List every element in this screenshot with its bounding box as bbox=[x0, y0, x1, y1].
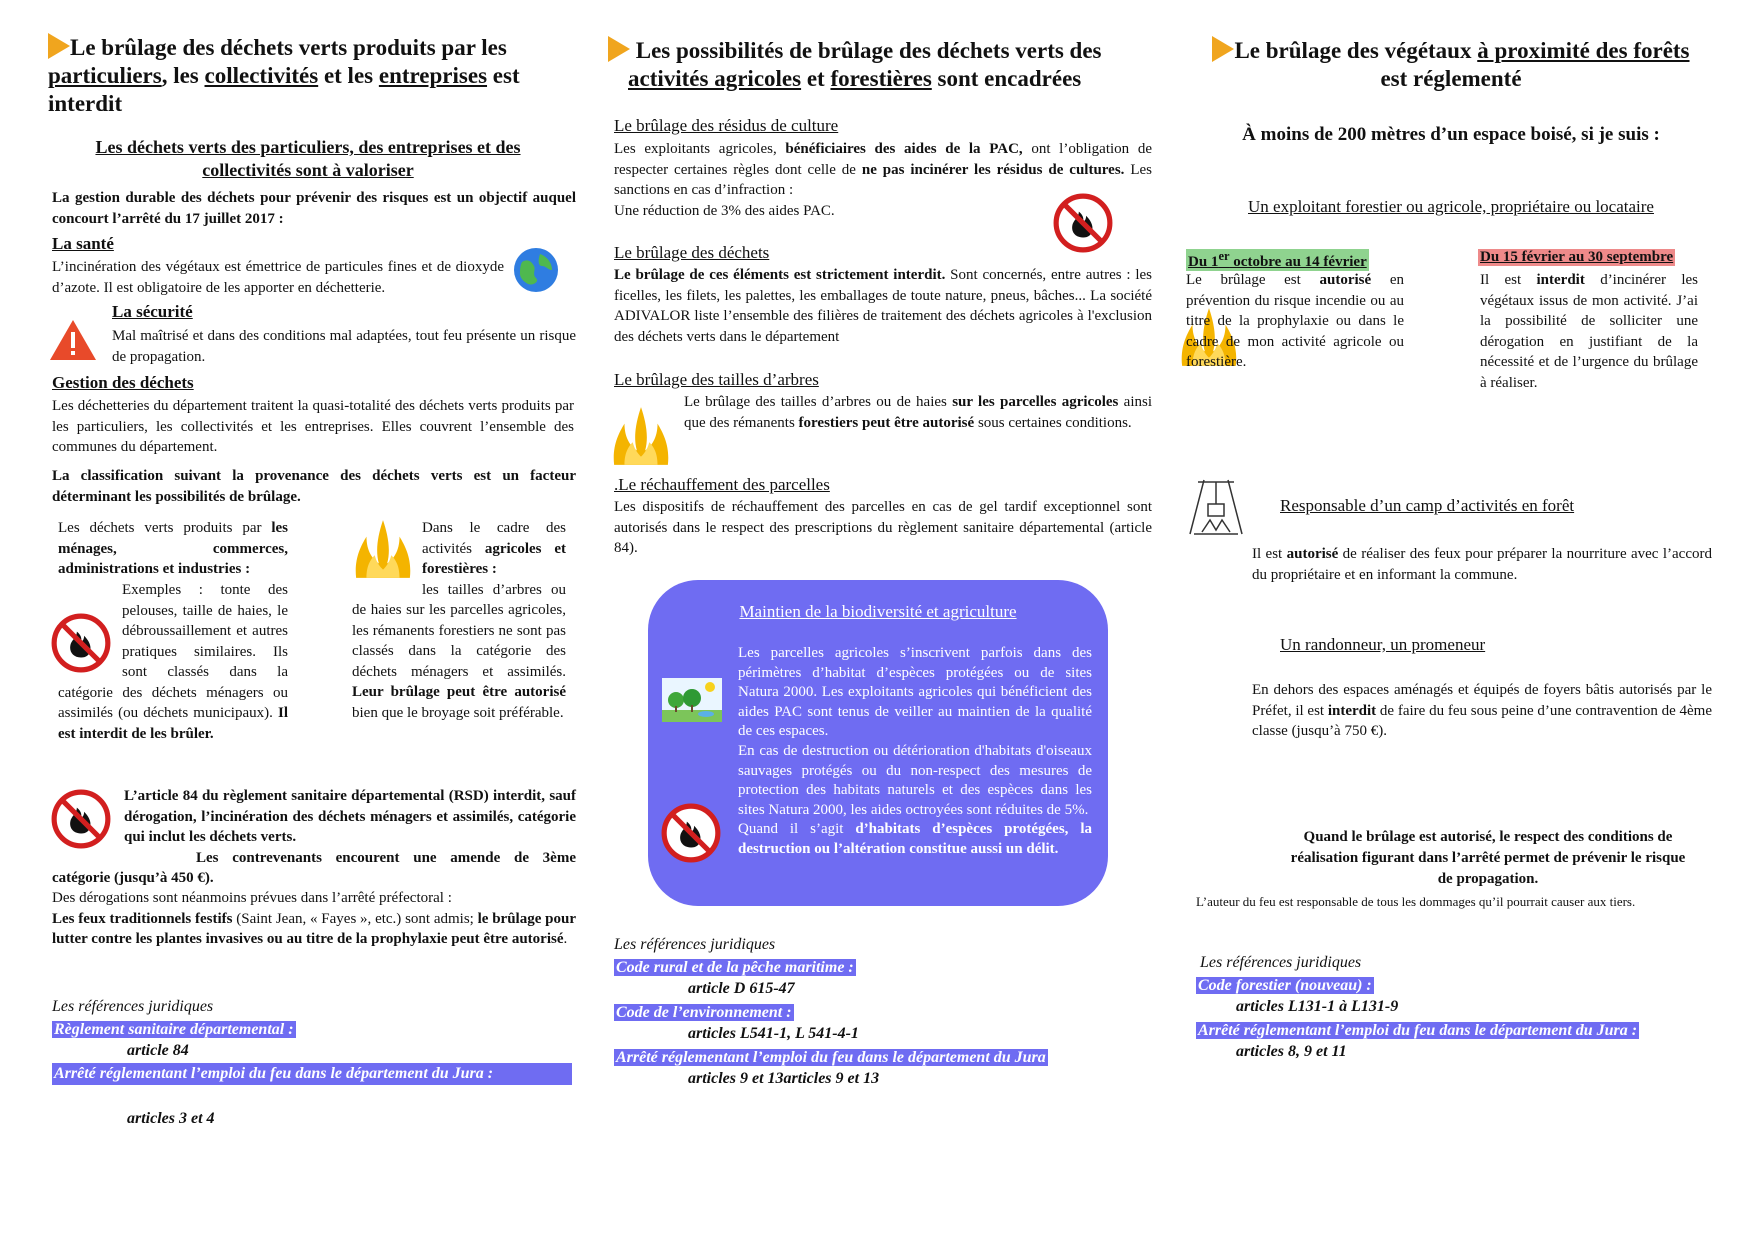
s2-title: Le brûlage des déchets bbox=[614, 243, 770, 262]
article-84-block: L’article 84 du règlement sanitaire départemental (RSD) interdit, sauf dérogation, l’incinération des déchets ménagers et assimilés, catégorie qui inclut les déchets verts. Les contrevenants encourent une amende de 3ème catégorie (jusqu’à 450 €). bbox=[52, 788, 576, 886]
box-text: Les parcelles agricoles s’inscrivent parfois dans des périmètres d’habitat d’espèces protégées ou de sites Natura 2000. Les exploitants agricoles qui bénéficient des aides PAC sont tenus de veiller au maintien de la qualité de ces espaces. En cas de destruction ou détérioration d'habitats d'oiseaux sauvages protégés ou du non-respect des mesures de protection des habitats naturels et des espèces dans les sites Natura 2000, les aides octroyées sont réduites de 5%. Quand il s’agit d’habitats d’espèces protégées, la destruction ou l’altération constitue aussi un délit. bbox=[738, 645, 1092, 857]
col3-title: Le brûlage des végétaux à proximité des forêts est réglementé bbox=[1186, 36, 1716, 93]
exploitant-title: Un exploitant forestier ou agricole, propriétaire ou locataire bbox=[1248, 197, 1654, 216]
campfire-sketch-icon bbox=[1184, 474, 1248, 538]
col3-refs-title: Les références juridiques bbox=[1200, 954, 1362, 971]
col2-ref1-article: article D 615-47 bbox=[688, 980, 795, 997]
agricole-block: Dans le cadre des activités agricoles et forestières : les tailles d’arbres ou de haies sur les parcelles agricoles, les rémanents forestiers ne sont pas classés dans la catégorie des déchets ménagers et assimilés. Leur brûlage peut être autorisé bien que le broyage soit préférable. bbox=[352, 520, 566, 721]
arrow-icon bbox=[608, 36, 630, 62]
auteur-text: L’auteur du feu est responsable de tous les dommages qu’il pourrait causer aux tiers. bbox=[1196, 894, 1636, 909]
s2-text: Le brûlage de ces éléments est strictement interdit. Sont concernés, entre autres : les ficelles, les filets, les palettes, les emballages de toute nature, pneus, bâches... La société ADIVALOR liste l’ensemble des filières de traitement des déchets agricoles à l'exclusion des déchets verts dans le département bbox=[614, 267, 1152, 345]
col3-ref2-article: articles 8, 9 et 11 bbox=[1236, 1043, 1347, 1060]
col1-intro: La gestion durable des déchets pour prévenir des risques est un objectif auquel concourt l’arrêté du 17 juillet 2017 : bbox=[52, 190, 576, 227]
s3-title: Le brûlage des tailles d’arbres bbox=[614, 370, 819, 389]
col1-title: Le brûlage des déchets verts produits par les particuliers, les collectivités et les entreprises est interdit bbox=[48, 35, 520, 116]
s1-title: Le brûlage des résidus de culture bbox=[614, 116, 839, 135]
warning-icon bbox=[48, 318, 98, 362]
rando-text: En dehors des espaces aménagés et équipés de foyers bâtis autorisés par le Préfet, il est interdit de faire du feu sous peine d’une contravention de 4ème classe (jusqu’à 750 €). bbox=[1252, 682, 1712, 739]
derogations-block: Des dérogations sont néanmoins prévues dans l’arrêté préfectoral : Les feux traditionnels festifs (Saint Jean, « Fayes », etc.) sont admis; le brûlage pour lutter contre les plantes invasives ou au titre de la prophylaxie peut être autorisé. bbox=[52, 890, 576, 947]
classification-text: La classification suivant la provenance des déchets verts est un facteur déterminant les possibilités de brûlage. bbox=[52, 468, 576, 505]
col1-ref2-article: articles 3 et 4 bbox=[127, 1110, 215, 1127]
sante-title: La santé bbox=[52, 234, 114, 253]
col2-ref2-article: articles L541-1, L 541-4-1 bbox=[688, 1025, 859, 1042]
period-autorise: Du 1er octobre au 14 février bbox=[1188, 249, 1367, 270]
period-autorise-text: Le brûlage est autorisé en prévention du risque incendie ou au titre de la prophylaxie ou dans le cadre de mon activité agricole ou forestière. bbox=[1186, 272, 1404, 370]
camp-text: Il est autorisé de réaliser des feux pour préparer la nourriture avec l’accord du propriétaire et en informant la commune. bbox=[1252, 546, 1712, 583]
col2-ref3-article: articles 9 et 13articles 9 et 13 bbox=[688, 1070, 880, 1087]
arrow-icon bbox=[48, 33, 70, 59]
biodiversity-box bbox=[648, 580, 1108, 906]
col3-ref1: Code forestier (nouveau) : bbox=[1198, 977, 1372, 994]
rando-title: Un randonneur, un promeneur bbox=[1280, 635, 1486, 654]
gestion-title: Gestion des déchets bbox=[52, 373, 194, 392]
col1-ref1: Règlement sanitaire départemental : bbox=[54, 1021, 294, 1038]
s1-text: Les exploitants agricoles, bénéficiaires des aides de la PAC, ont l’obligation de respecter certaines règles dont celle de ne pas incinérer les résidus de cultures. Les sanctions en cas d’infraction : Une réduction de 3% des aides PAC. bbox=[614, 141, 1152, 219]
camp-title: Responsable d’un camp d’activités en forêt bbox=[1280, 496, 1575, 515]
s4-text: Les dispositifs de réchauffement des parcelles en cas de gel tardif exceptionnel sont autorisés dans le respect des prescriptions du règlement sanitaire départemental (article 84). bbox=[614, 499, 1152, 556]
sante-text: L’incinération des végétaux est émettrice de particules fines et de dioxyde d’azote. Il est obligatoire de les apporter en déchetterie. bbox=[52, 259, 504, 296]
flames-icon bbox=[610, 404, 672, 468]
col3-ref1-article: articles L131-1 à L131-9 bbox=[1236, 998, 1399, 1015]
conclusion-text: Quand le brûlage est autorisé, le respect des conditions de réalisation figurant dans l’arrêté permet de prévenir le risque de propagation. bbox=[1290, 829, 1686, 887]
box-title: Maintien de la biodiversité et agriculture bbox=[739, 602, 1017, 621]
period-interdit: Du 15 février au 30 septembre bbox=[1480, 249, 1674, 265]
no-burning-icon bbox=[660, 802, 722, 864]
landscape-icon bbox=[662, 678, 722, 722]
s3-text: Le brûlage des tailles d’arbres ou de haies sur les parcelles agricoles ainsi que des rémanents forestiers peut être autorisé sous certaines conditions. bbox=[684, 394, 1152, 431]
col1-ref1-article: article 84 bbox=[127, 1042, 189, 1059]
col1-refs-title: Les références juridiques bbox=[52, 998, 214, 1015]
col1-ref2: Arrêté réglementant l’emploi du feu dans le département du Jura : bbox=[52, 1063, 572, 1085]
no-burning-icon bbox=[1052, 192, 1114, 254]
securite-text: Mal maîtrisé et dans des conditions mal adaptées, tout feu présente un risque de propagation. bbox=[112, 328, 576, 365]
col2-ref3: Arrêté réglementant l’emploi du feu dans le département du Jura bbox=[616, 1049, 1046, 1066]
col3-ref2: Arrêté réglementant l’emploi du feu dans le département du Jura : bbox=[1198, 1022, 1638, 1039]
s4-title: .Le réchauffement des parcelles bbox=[614, 475, 830, 494]
period-interdit-text: Il est interdit d’incinérer les végétaux issus de mon activité. J’ai la possibilité de solliciter une dérogation en justifiant de la nécessité et de l’urgence du brûlage à réaliser. bbox=[1480, 272, 1698, 391]
col2-refs-title: Les références juridiques bbox=[614, 936, 776, 953]
globe-icon bbox=[512, 246, 560, 294]
arrow-icon bbox=[1212, 36, 1234, 62]
col2-ref2: Code de l’environnement : bbox=[616, 1004, 792, 1021]
menages-block: Les déchets verts produits par les ménages, commerces, administrations et industries : bbox=[58, 520, 288, 577]
col2-title: Les possibilités de brûlage des déchets verts des activités agricoles et forestières sont encadrées bbox=[608, 36, 1148, 93]
col1-subtitle: Les déchets verts des particuliers, des entreprises et des collectivités sont à valoriser bbox=[95, 137, 521, 180]
col2-ref1: Code rural et de la pêche maritime : bbox=[616, 959, 854, 976]
col3-subtitle: À moins de 200 mètres d’un espace boisé, si je suis : bbox=[1242, 124, 1660, 145]
securite-title: La sécurité bbox=[112, 302, 193, 321]
menages-examples: Exemples : tonte des pelouses, taille de haies, le débroussaillement et autres pratiques similaires. Ils sont classés dans la catégorie des déchets ménagers ou assimilés (ou déchets municipaux). Il est interdit de les brûler. bbox=[58, 582, 288, 742]
gestion-text: Les déchetteries du département traitent la quasi-totalité des déchets verts produits par les particuliers, les collectivités et les entreprises. Elles couvrent l’ensemble des communes du département. bbox=[52, 398, 574, 455]
